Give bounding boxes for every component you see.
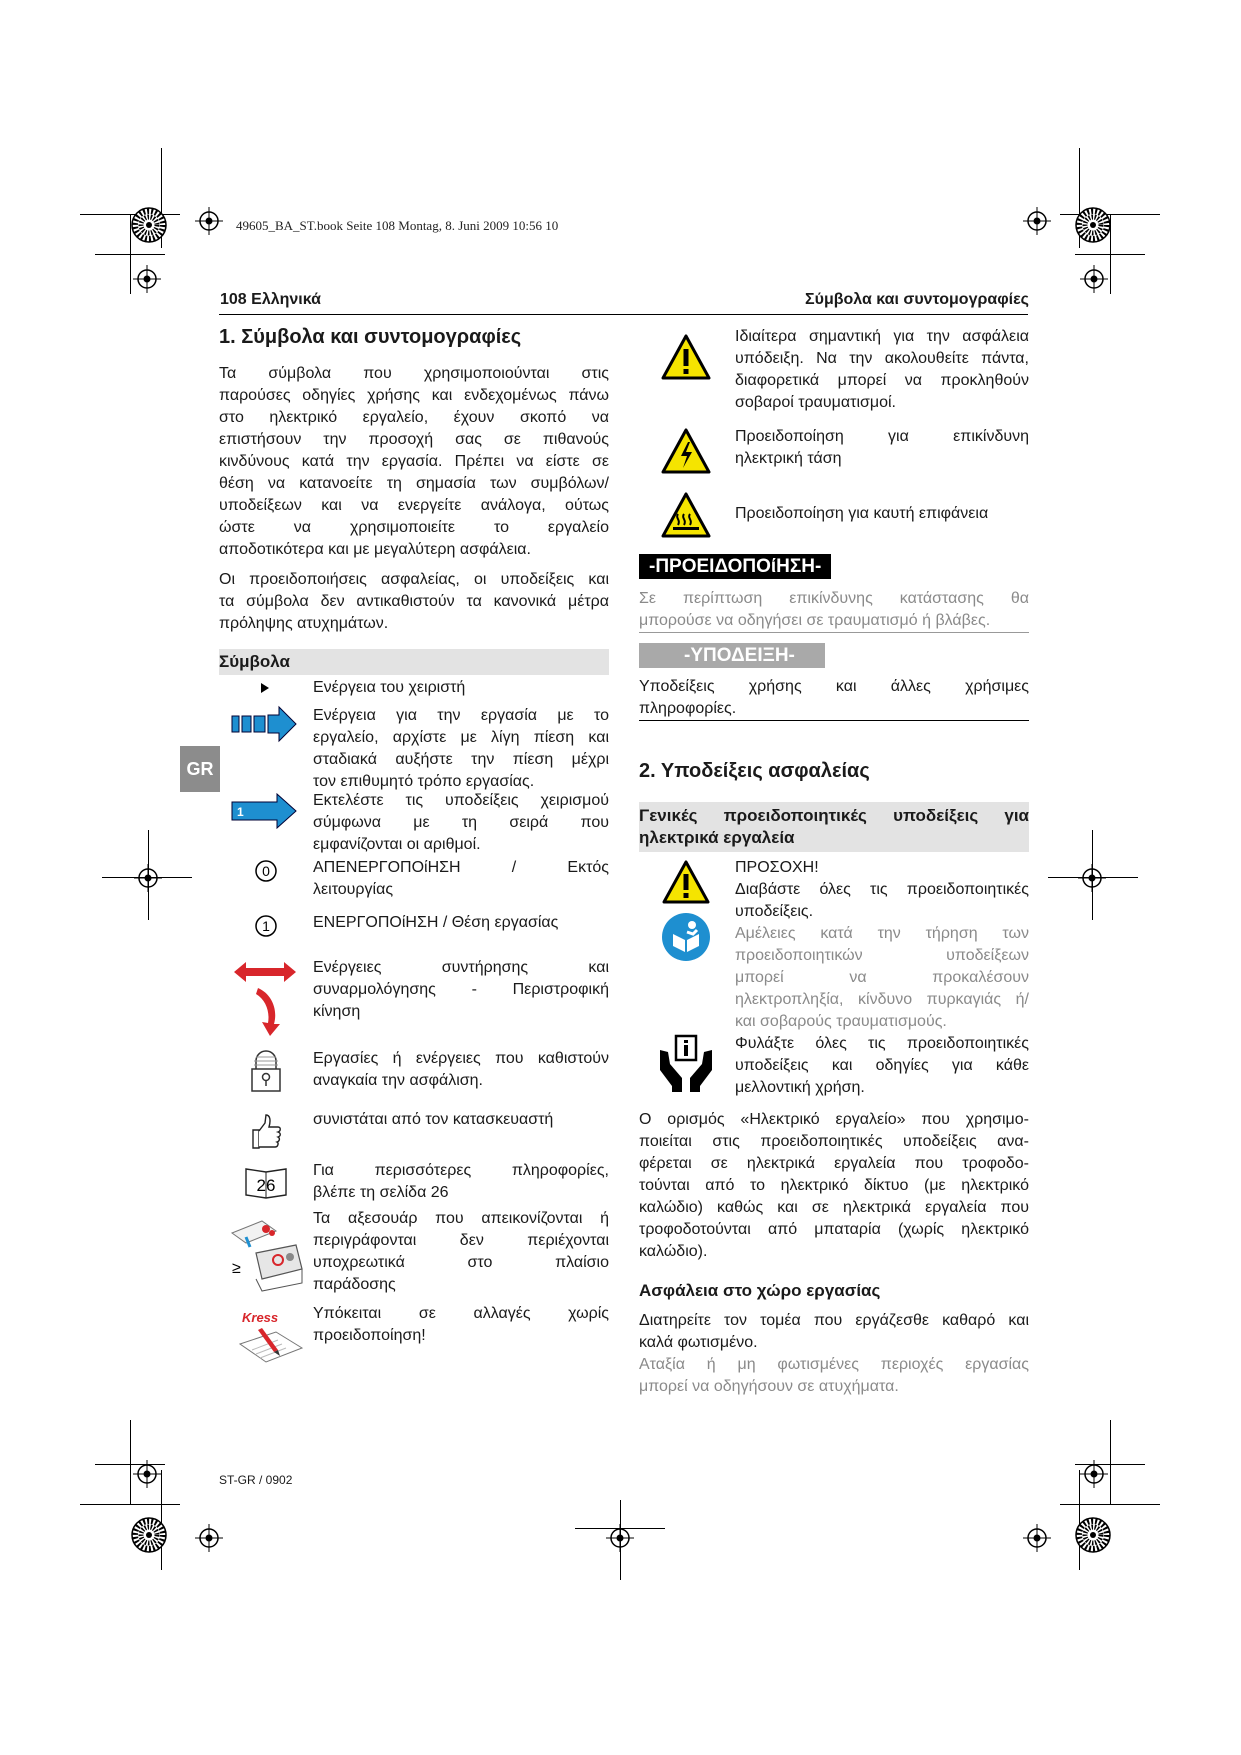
- symbol-line: Ενέργειες συντήρησης και: [313, 959, 609, 976]
- symbol-line: συναρμολόγησης - Περιστροφική: [313, 981, 609, 998]
- term-line: τούνται από το ηλεκτρικό δίκτυο (με ηλεκτρικό: [639, 1177, 1029, 1194]
- symbol-line: υποχρεωτικά στο πλαίσιο: [313, 1254, 609, 1271]
- note-label-box: -ΥΠΟΔΕΙΞΗ-: [639, 643, 825, 668]
- svg-text:0: 0: [262, 863, 270, 879]
- note-label: [639, 645, 825, 667]
- general-heading-line: ηλεκτρικά εργαλεία: [639, 828, 795, 847]
- warning-text-line: Σε περίπτωση επικίνδυνης κατάστασης θα: [639, 590, 1029, 607]
- caution-grey-line: ηλεκτροπληξία, κίνδυνο πυρκαγιάς ή/: [735, 991, 1029, 1008]
- warning-exclamation-icon: [661, 334, 711, 380]
- red-arrows-icon: [229, 955, 301, 1041]
- warning-line: υπόδειξη. Να την ακολουθείτε πάντα,: [735, 350, 1029, 367]
- term-definition: [639, 1109, 1029, 1263]
- section1-title: 1. Σύμβολα και συντομογραφίες: [219, 326, 522, 348]
- symbol-description: [313, 957, 609, 1023]
- symbol-line: Για περισσότερες πληροφορίες,: [313, 1162, 609, 1179]
- warning-label: [639, 556, 831, 578]
- general-warnings-heading: [639, 802, 1029, 852]
- symbol-line: παράδοσης: [313, 1276, 396, 1293]
- term-line: ποιείται στις προειδοποιητικές υποδείξεις ανα-: [639, 1133, 1029, 1150]
- hands-info-icon: [656, 1034, 716, 1094]
- intro-line: αποδοτικότερα και με μεγαλύτερη ασφάλεια.: [219, 541, 531, 558]
- symbol-line: βλέπε τη σελίδα 26: [313, 1184, 449, 1201]
- kress-change-icon: [232, 1306, 312, 1378]
- svg-text:1: 1: [262, 918, 270, 934]
- caution-text: [735, 879, 1029, 923]
- circle-zero-icon: [251, 856, 281, 886]
- symbol-line: εργαλείο, αρχίστε με λίγη πίεση και: [313, 729, 609, 746]
- intro-line: θέση να κατανοείτε τη σημασία των συμβόλων/: [219, 475, 609, 492]
- symbol-description: [313, 1048, 609, 1092]
- term-line: Ο ορισμός «Ηλεκτρικό εργαλείο» που χρησιμο-: [639, 1111, 1029, 1128]
- circle-one-icon: [251, 911, 281, 941]
- warning-line: Ιδιαίτερα σημαντική για την ασφάλεια: [735, 328, 1029, 345]
- chapter-header: Σύμβολα και συντομογραφίες: [805, 291, 1029, 308]
- warning-line: σοβαροί τραυματισμοί.: [735, 394, 896, 411]
- warning-electric-icon: [661, 428, 711, 474]
- warning-rule: [639, 632, 1029, 633]
- symbol-description: [313, 1303, 609, 1347]
- intro-line: παρούσες οδηγίες χρήσης και ενδεχομένως πάνω: [219, 387, 609, 404]
- symbols-heading: Σύμβολα: [219, 649, 609, 675]
- intro2-line: τα σύμβολα δεν αντικαθιστούν τα κανονικά μέτρα: [219, 593, 609, 610]
- workplace-grey-line: μπορεί να οδηγήσουν σε ατυχήματα.: [639, 1378, 899, 1395]
- warning-line: Προειδοποίηση για επικίνδυνη: [735, 428, 1029, 445]
- warning-description: [735, 503, 1029, 525]
- keep-line: υποδείξεις και οδηγίες για κάθε: [735, 1057, 1029, 1074]
- symbol-description: [313, 857, 609, 901]
- intro-line: κινδύνους κατά την εργασία. Πρέπει να είστε σε: [219, 453, 609, 470]
- symbol-line: τον επιθυμητό τρόπο εργασίας.: [313, 773, 535, 790]
- keep-line: Φυλάξτε όλες τις προειδοποιητικές: [735, 1035, 1029, 1052]
- intro-line: στο ηλεκτρικό εργαλείο, έχουν σκοπό να: [219, 409, 609, 426]
- note-text-line: Υποδείξεις χρήσης και άλλες χρήσιμες: [639, 678, 1029, 695]
- caution-block: [735, 857, 1029, 1099]
- intro-line: ώστε να χρησιμοποιείτε το εργαλείο: [219, 519, 609, 536]
- symbol-line: σταδιακά αυξήστε την πίεση μέχρι: [313, 751, 609, 768]
- symbol-line: Ενέργεια για την εργασία με το: [313, 707, 609, 724]
- caution-line: Διαβάστε όλες τις προειδοποιητικές: [735, 881, 1029, 898]
- warning-text-line: μπορούσε να οδηγήσει σε τραυματισμό ή βλάβες.: [639, 612, 991, 629]
- section2-title: 2. Υποδείξεις ασφαλείας: [639, 760, 870, 782]
- read-manual-icon: [661, 912, 711, 962]
- workplace-grey-line: Αταξία ή μη φωτισμένες περιοχές εργασίας: [639, 1356, 1029, 1373]
- language-tab: GR: [180, 746, 220, 792]
- left-column: [219, 326, 609, 675]
- file-info: 49605_BA_ST.book Seite 108 Montag, 8. Juni 2009 10:56 10: [236, 218, 559, 233]
- workplace-line: καλά φωτισμένο.: [639, 1334, 758, 1351]
- warning-description: [735, 426, 1029, 470]
- warning-hot-surface-icon: [661, 492, 711, 538]
- intro-line: υποδείξεων και να ενεργείτε ανάλογα, ούτως: [219, 497, 609, 514]
- padlock-icon: [245, 1044, 287, 1098]
- thumbs-up-icon: [245, 1108, 287, 1156]
- caution-title: ΠΡΟΣΟΧΗ!: [735, 859, 819, 876]
- symbol-line: αναγκαία την ασφάλιση.: [313, 1072, 483, 1089]
- note-text: [639, 676, 1029, 720]
- symbol-description: [313, 912, 609, 934]
- term-line: καλώδιο).: [639, 1243, 708, 1260]
- workplace-heading: Ασφάλεια στο χώρο εργασίας: [639, 1281, 881, 1300]
- book-page-icon: [241, 1160, 291, 1202]
- symbol-line: Εκτελέστε τις υποδείξεις χειρισμού: [313, 792, 609, 809]
- symbol-line: Εργασίες ή ενέργειες που καθιστούν: [313, 1050, 609, 1067]
- caution-warning-icon: [662, 860, 710, 904]
- symbol-line: συνιστάται από τον κατασκευαστή: [313, 1111, 554, 1128]
- keep-line: μελλοντική χρήση.: [735, 1079, 865, 1096]
- symbol-description: [313, 1160, 609, 1204]
- symbol-description: [313, 1109, 609, 1131]
- intro2-paragraph: [219, 569, 609, 635]
- svg-text:Kress: Kress: [242, 1310, 279, 1325]
- intro2-line: πρόληψης ατυχημάτων.: [219, 615, 389, 632]
- warning-label-box: -ΠΡΟΕΙΔΟΠΟίΗΣΗ-: [639, 554, 831, 579]
- warning-text: [639, 588, 1029, 632]
- symbol-description: [313, 705, 609, 793]
- svg-text:≥: ≥: [232, 1260, 241, 1277]
- term-line: φέρεται σε ηλεκτρικά εργαλεία που τροφοδο-: [639, 1155, 1029, 1172]
- symbol-line: σύμφωνα με τη σειρά που: [313, 814, 609, 831]
- blue-arrow-pressure-icon: [229, 701, 299, 747]
- caution-grey-line: και σοβαρούς τραυματισμούς.: [735, 1013, 947, 1030]
- caution-grey-line: προειδοποιητικών υποδείξεων: [735, 947, 1029, 964]
- symbol-line: ΕΝΕΡΓΟΠΟίΗΣΗ / Θέση εργασίας: [313, 914, 559, 931]
- blue-arrow-step-icon: [229, 790, 299, 832]
- symbol-line: κίνηση: [313, 1003, 361, 1020]
- workplace-line: Διατηρείτε τον τομέα που εργάζεσθε καθαρό και: [639, 1312, 1029, 1329]
- svg-text:1: 1: [237, 805, 244, 819]
- symbol-description: [313, 677, 609, 699]
- symbol-description: [313, 790, 609, 856]
- header-rule: [219, 314, 1028, 315]
- svg-text:26: 26: [256, 1176, 276, 1195]
- caution-line: υποδείξεις.: [735, 903, 814, 920]
- symbol-line: προειδοποίηση!: [313, 1327, 426, 1344]
- symbol-line: ΑΠΕΝΕΡΓΟΠΟίΗΣΗ / Εκτός: [313, 859, 609, 876]
- symbol-line: εμφανίζονται οι αριθμοί.: [313, 836, 481, 853]
- accessories-icon: [222, 1210, 310, 1302]
- warning-line: διαφορετικά μπορεί να προκληθούν: [735, 372, 1029, 389]
- workplace-grey-text: [639, 1354, 1029, 1398]
- caution-grey-text: [735, 923, 1029, 1033]
- term-line: καλώδιο) καθώς και σε ηλεκτρικά εργαλεία που: [639, 1199, 1029, 1216]
- keep-instructions-text: [735, 1033, 1029, 1099]
- symbol-line: Ενέργεια του χειριστή: [313, 679, 466, 696]
- symbol-description: [313, 1208, 609, 1296]
- note-text-line: πληροφορίες.: [639, 700, 737, 717]
- workplace-text: [639, 1310, 1029, 1354]
- intro-line: Τα σύμβολα που χρησιμοποιούνται στις: [219, 365, 609, 382]
- intro2-line: Οι προειδοποιήσεις ασφαλείας, οι υποδείξεις και: [219, 571, 609, 588]
- symbol-line: Υπόκειται σε αλλαγές χωρίς: [313, 1305, 609, 1322]
- footer-code: ST-GR / 0902: [219, 1473, 293, 1487]
- intro-line: επιστήσουν την προσοχή σας σε πιθανούς: [219, 431, 609, 448]
- symbol-line: περιγράφονται δεν περιέχονται: [313, 1232, 609, 1249]
- warning-description: [735, 326, 1029, 414]
- note-rule: [639, 720, 1029, 721]
- caution-grey-line: Αμέλειες κατά την τήρηση των: [735, 925, 1029, 942]
- term-line: τροφοδοτούνται από μπαταρία (χωρίς ηλεκτρικό: [639, 1221, 1029, 1238]
- warning-line: ηλεκτρική τάση: [735, 450, 842, 467]
- symbol-line: Τα αξεσουάρ που απεικονίζονται ή: [313, 1210, 609, 1227]
- intro-paragraph: [219, 363, 609, 561]
- caution-grey-line: μπορεί να προκαλέσουν: [735, 969, 1029, 986]
- warning-line: Προειδοποίηση για καυτή επιφάνεια: [735, 505, 989, 522]
- page-number-header: 108 Ελληνικά: [220, 291, 321, 308]
- triangle-bullet-icon: [250, 677, 280, 699]
- general-heading-line: Γενικές προειδοποιητικές υποδείξεις για: [639, 806, 1029, 825]
- symbol-line: λειτουργίας: [313, 881, 394, 898]
